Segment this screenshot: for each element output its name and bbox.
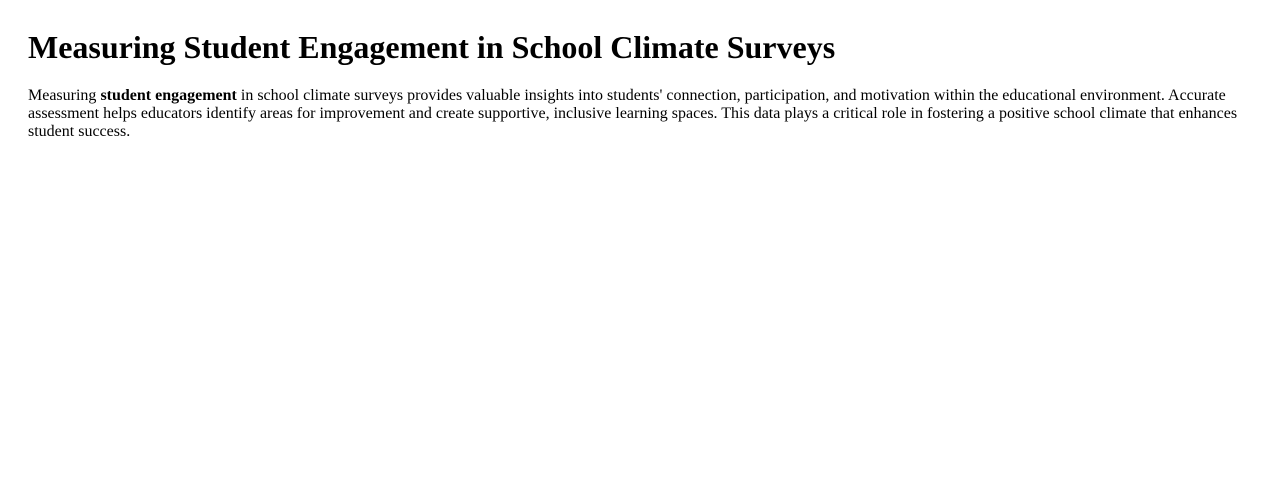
- page-title: Measuring Student Engagement in School Climate Surveys: [28, 29, 836, 65]
- intro-paragraph: [28, 87, 1250, 141]
- intro-text-start: Measuring: [28, 87, 101, 104]
- intro-text-rest: in school climate surveys provides valuable insights into students' connection, participation, and motivation within the educational environment. Accurate assessment helps educators identify areas for improvement and create supportive, inclusive learning spaces. This data plays a critical role in fostering a positive school climate that enhances student success.: [28, 87, 1238, 140]
- document-page: [0, 0, 1278, 141]
- bold-term: student engagement: [100, 87, 237, 104]
